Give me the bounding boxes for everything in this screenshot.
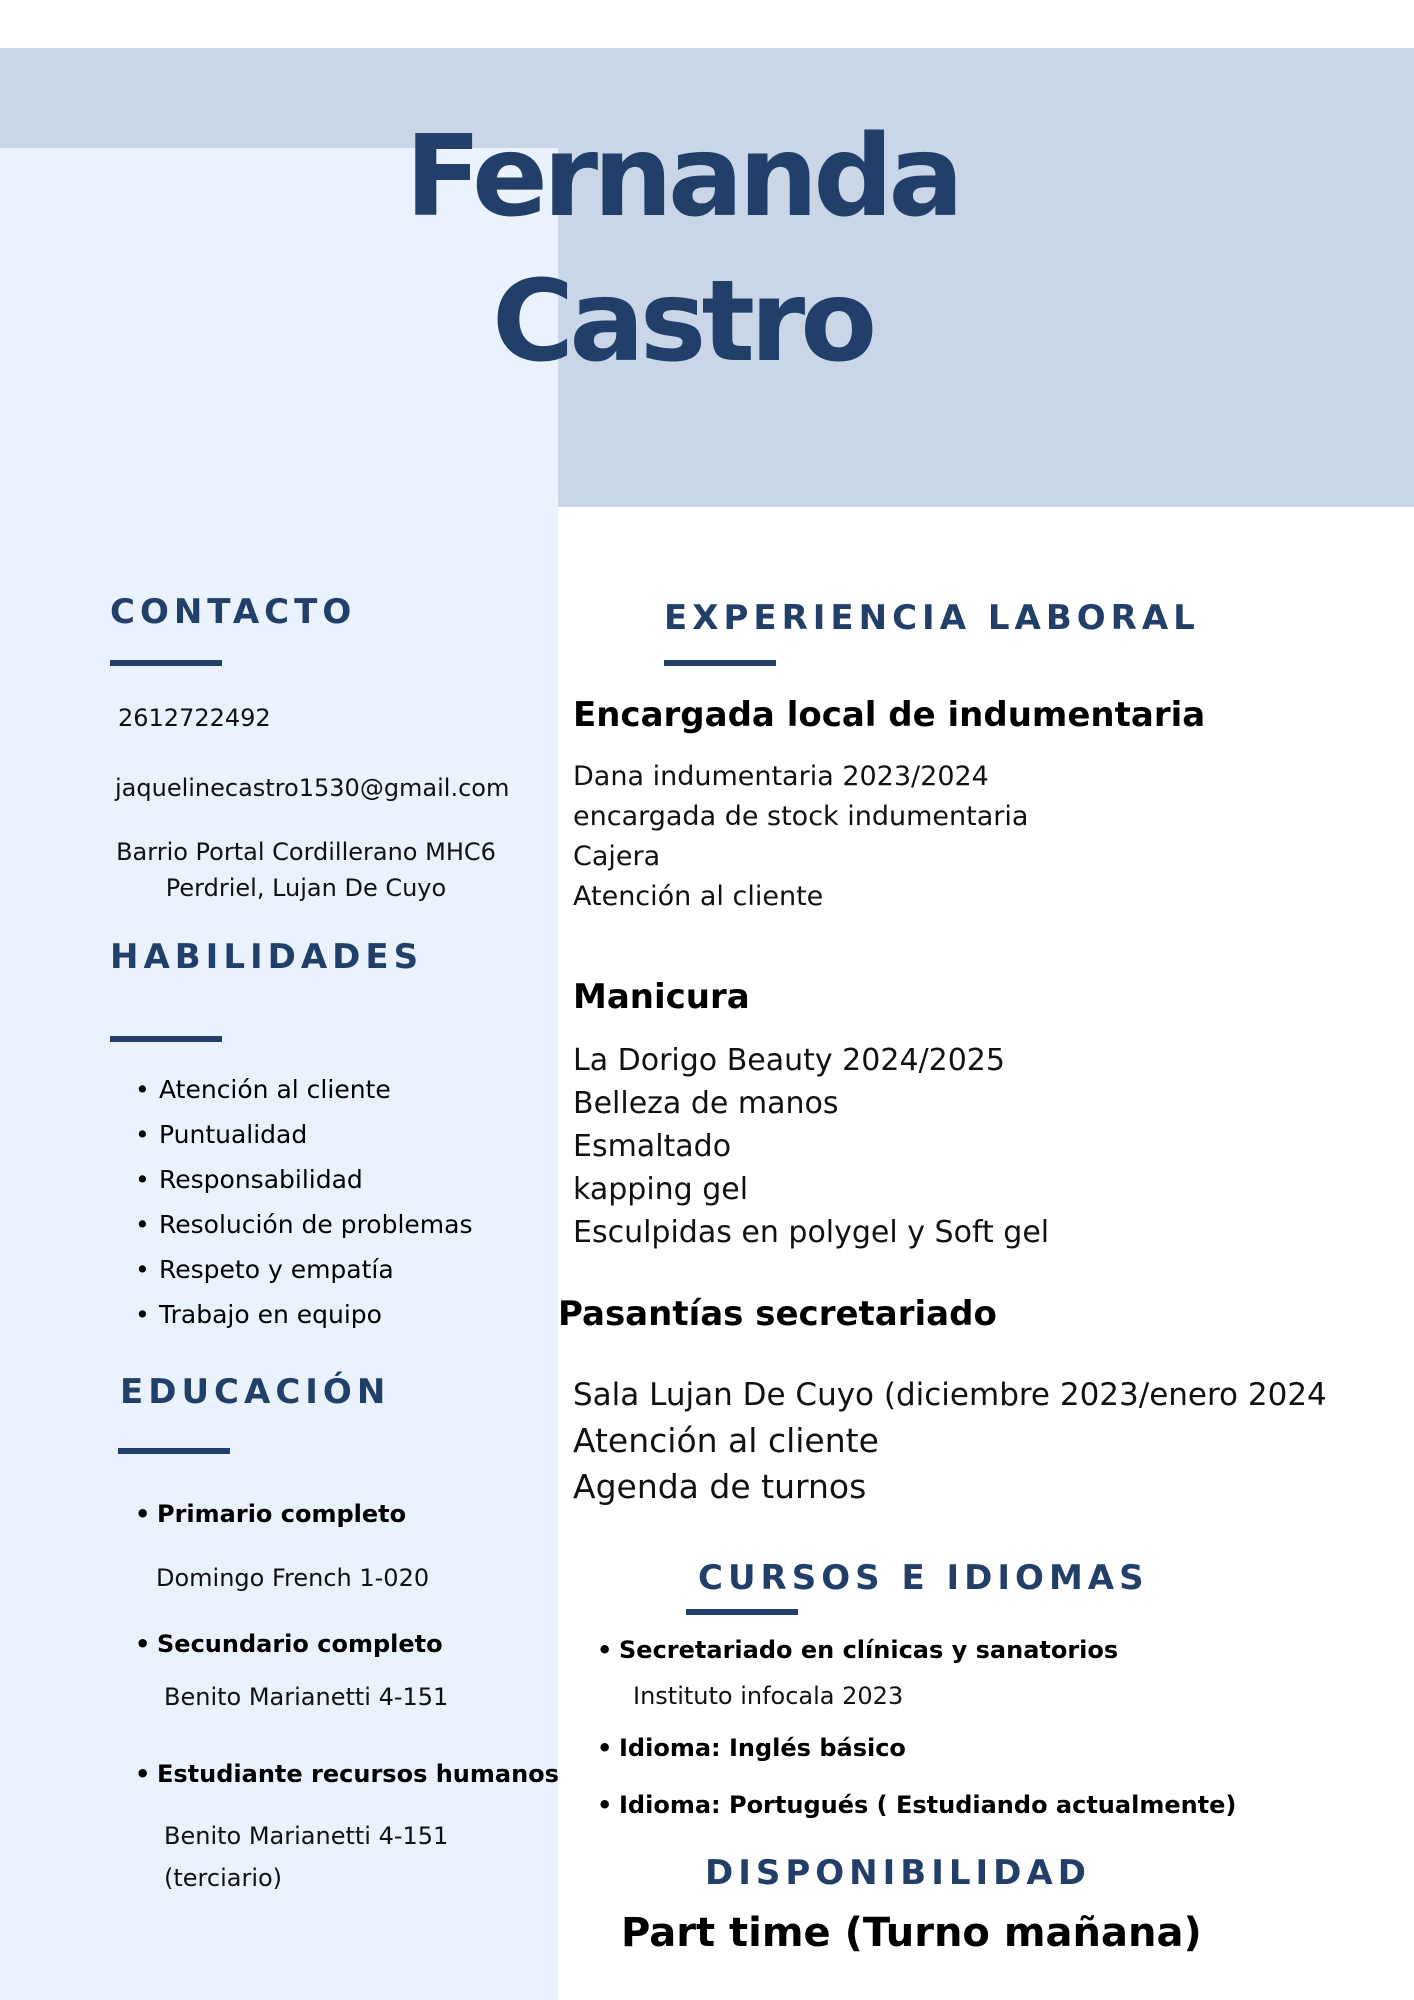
job-detail-line: Cajera [573, 841, 661, 872]
skills-list [135, 1075, 473, 1345]
job-details [573, 1039, 1049, 1254]
skills-heading-rule [110, 1036, 222, 1042]
job-detail-line: Atención al cliente [573, 1421, 879, 1460]
list-item: • Resolución de problemas [135, 1210, 473, 1255]
courses-heading-rule [686, 1609, 798, 1615]
course-item-title: • Idioma: Inglés básico [597, 1734, 906, 1762]
last-name: Castro [492, 257, 873, 387]
list-item: • Respeto y empatía [135, 1255, 473, 1300]
job-detail-line: Dana indumentaria 2023/2024 [573, 761, 989, 792]
contact-heading: CONTACTO [110, 592, 357, 632]
job-detail-line: Agenda de turnos [573, 1467, 867, 1506]
education-item-title: • Primario completo [135, 1500, 407, 1528]
left-column-background [0, 148, 558, 2000]
job-detail-line: La Dorigo Beauty 2024/2025 [573, 1043, 1005, 1078]
education-item-note: (terciario) [164, 1864, 283, 1892]
job-title: Manicura [573, 977, 750, 1017]
contact-address-line1: Barrio Portal Cordillerano MHC6 [116, 838, 496, 866]
job-title: Encargada local de indumentaria [573, 695, 1206, 735]
job-details [573, 757, 1028, 917]
availability-heading: DISPONIBILIDAD [705, 1853, 1091, 1893]
job-detail-line: Sala Lujan De Cuyo (diciembre 2023/enero 2024 [573, 1377, 1327, 1413]
contact-address-line2: Perdriel, Lujan De Cuyo [165, 874, 447, 902]
job-title: Pasantías secretariado [558, 1294, 997, 1334]
list-item: • Trabajo en equipo [135, 1300, 473, 1345]
education-item-school: Domingo French 1-020 [156, 1564, 430, 1592]
contact-heading-rule [110, 660, 222, 666]
list-item: • Puntualidad [135, 1120, 473, 1165]
course-item-title: • Idioma: Portugués ( Estudiando actualmente) [597, 1791, 1237, 1819]
courses-heading: CURSOS E IDIOMAS [698, 1558, 1149, 1598]
job-details [573, 1372, 1327, 1510]
course-item-title: • Secretariado en clínicas y sanatorios [597, 1636, 1119, 1664]
availability-value: Part time (Turno mañana) [621, 1910, 1202, 1956]
course-item-detail: Instituto infocala 2023 [633, 1682, 904, 1710]
education-item-title: • Secundario completo [135, 1630, 443, 1658]
skills-heading: HABILIDADES [110, 937, 424, 977]
contact-email: jaquelinecastro1530@gmail.com [115, 774, 510, 802]
job-detail-line: Belleza de manos [573, 1086, 839, 1121]
education-item-title: • Estudiante recursos humanos [135, 1760, 559, 1788]
first-name: Fernanda [405, 112, 959, 242]
education-item-school: Benito Marianetti 4-151 [164, 1822, 449, 1850]
job-detail-line: Atención al cliente [573, 881, 824, 912]
education-heading-rule [118, 1448, 230, 1454]
experience-heading: EXPERIENCIA LABORAL [664, 598, 1200, 638]
job-detail-line: kapping gel [573, 1172, 749, 1207]
list-item: • Responsabilidad [135, 1165, 473, 1210]
list-item: • Atención al cliente [135, 1075, 473, 1120]
job-detail-line: encargada de stock indumentaria [573, 801, 1029, 832]
education-item-school: Benito Marianetti 4-151 [164, 1683, 449, 1711]
contact-phone: 2612722492 [118, 704, 271, 732]
job-detail-line: Esculpidas en polygel y Soft gel [573, 1215, 1050, 1250]
education-heading: EDUCACIÓN [120, 1372, 391, 1412]
experience-heading-rule [664, 660, 776, 666]
job-detail-line: Esmaltado [573, 1129, 732, 1164]
